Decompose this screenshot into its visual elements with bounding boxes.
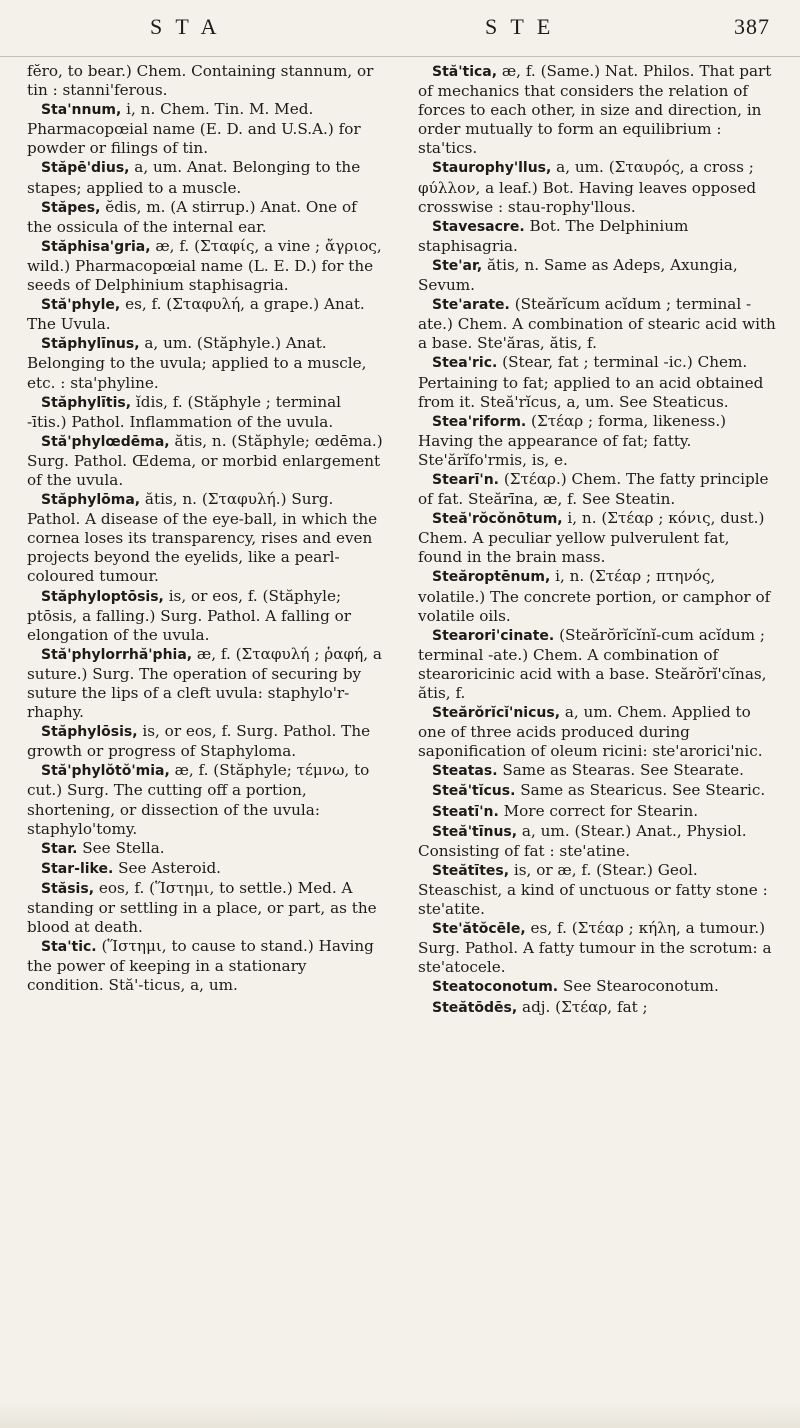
entry-headword: Steăroptēnum, [432,569,551,586]
right-column [418,62,776,1018]
entry-headword: Stă'phylorrhă'phia, [41,646,193,663]
entry-headword: Sta'nnum, [41,102,122,119]
entry-definition: es, f. (Σταφυλή, a grape.) Anat. The Uvula. [27,295,365,334]
dictionary-entry [27,295,385,334]
entry-definition: adj. (Στέαρ, fat ; [517,997,648,1016]
entry-definition: Same as Stearas. See Stearate. [497,761,745,780]
entry-definition: eos, f. (Ἵστημι, to settle.) Med. A standing or settling in a place, or part, as the blood at death. [27,878,377,937]
entry-headword: Stăphisa'gria, [41,238,151,255]
dictionary-entry [27,839,385,859]
entry-headword: Star. [41,840,78,857]
dictionary-entry [418,295,776,353]
dictionary-entry [418,256,776,295]
entry-definition: ătis, n. Same as Adeps, Axungia, Sevum. [418,255,738,295]
dictionary-entry [27,100,385,158]
entry-definition: a, um. Anat. Belonging to the stapes; applied to a muscle. [27,158,361,197]
running-header [30,14,770,48]
entry-headword: Stă'phylŏtŏ'mia, [41,763,170,780]
dictionary-entry [418,470,776,509]
entry-headword: Steătītes, [432,862,510,879]
dictionary-entry [27,334,385,392]
dictionary-entry [418,567,776,625]
dictionary-entry [418,703,776,761]
entry-definition: (Steărĭcum acĭdum ; terminal -ate.) Chem. A combination of stearic acid with a base. Ste'ăras, ătis, f. [418,295,776,353]
dictionary-entry [27,237,385,295]
dictionary-entry [27,490,385,586]
entry-definition: æ, f. (Σταφυλή ; ῥαφή, a suture.) Surg. The operation of securing by suture the lips of a cleft uvula: staphylo'r-rhaphy. [27,644,382,722]
entry-headword: Stearori'cinate. [432,627,555,644]
entry-definition: es, f. (Στέαρ ; κήλη, a tumour.) Surg. Pathol. A fatty tumour in the scrotum: a ste'atocele. [418,919,772,977]
entry-headword: Stearī'n. [432,471,499,488]
dictionary-entry [418,217,776,256]
entry-headword: Stăpē'dius, [41,160,130,177]
entry-headword: Stăphylōma, [41,492,141,509]
entry-definition: ătis, n. (Σταφυλή.) Surg. Pathol. A disease of the eye-ball, in which the cornea loses its transparency, rises and even projects beyond the eyelids, like a pearl-coloured tumour. [27,490,378,586]
entry-definition: (Ἵστημι, to cause to stand.) Having the power of keeping in a stationary condition. Stă'-ticus, a, um. [27,937,374,995]
dictionary-entry [418,626,776,703]
entry-definition: a, um. Chem. Applied to one of three acids produced during saponification of oleum ricini: ste'arorici'nic. [418,703,763,761]
entry-headword: Steă'tīnus, [432,823,518,840]
entry-definition: fĕro, to bear.) Chem. Containing stannum, or tin : stanni'ferous. [27,62,374,100]
dictionary-entry [418,412,776,470]
entry-definition: See Stearoconotum. [558,977,719,996]
entry-headword: Stea'ric. [432,355,498,372]
entry-headword: Ste'ătŏcēle, [432,921,526,938]
entry-definition: i, n. Chem. Tin. M. Med. Pharmacopœial name (E. D. and U.S.A.) for powder or filings of tin. [27,100,361,158]
entry-headword: Stă'phylœdēma, [41,433,170,450]
dictionary-entry [418,509,776,567]
entry-definition: i, n. (Στέαρ ; κόνις, dust.) Chem. A peculiar yellow pulverulent fat, found in the brain mass. [418,509,765,567]
header-left-guideword: S T A [150,14,221,39]
entry-definition: (Stear, fat ; terminal -ic.) Chem. Pertaining to fat; applied to an acid obtained from it. Steă'rĭcus, a, um. See Steaticus. [418,353,764,411]
entry-definition: a, um. (Stear.) Anat., Physiol. Consisting of fat : ste'atine. [418,821,747,860]
dictionary-entry [27,859,385,879]
entry-headword: Stăpes, [41,199,101,216]
dictionary-entry [27,645,385,722]
entry-definition: i, n. (Στέαρ ; πτηνός, volatile.) The concrete portion, or camphor of volatile oils. [418,567,771,625]
dictionary-entry [27,722,385,761]
entry-headword: Stă'tica, [432,64,498,80]
dictionary-entry [27,393,385,432]
entry-headword: Ste'ar, [432,257,483,274]
dictionary-entry [418,977,776,997]
entry-definition: More correct for Stearin. [498,801,699,820]
dictionary-entry [418,761,776,781]
entry-definition: is, or eos, f. Surg. Pathol. The growth or progress of Staphyloma. [27,722,371,761]
entry-definition: ĕdis, m. (A stirrup.) Anat. One of the ossicula of the internal ear. [27,197,357,236]
entry-headword: Ste'arate. [432,297,510,314]
entry-definition: æ, f. (Stăphyle; τέμνω, to cut.) Surg. The cutting off a portion, shortening, or dissection of the uvula: staphylo'tomy. [27,761,370,838]
entry-definition: (Στέαρ.) Chem. The fatty principle of fat. Steărīna, æ, f. See Steatin. [418,469,769,509]
entry-headword: Steă'tĭcus. [432,783,516,800]
entry-definition: Bot. The Delphinium staphisagria. [418,216,689,255]
entry-headword: Sta'tic. [41,939,97,956]
entry-definition: is, or æ, f. (Stear.) Geol. Steaschist, a kind of unctuous or fatty stone : ste'atite. [418,860,768,919]
entry-headword: Steă'rŏcŏnōtum, [432,511,563,528]
dictionary-entry [418,861,776,919]
entry-definition: ĭdis, f. (Stăphyle ; terminal -ītis.) Pathol. Inflammation of the uvula. [27,392,342,431]
header-rule [0,56,800,57]
dictionary-entry [418,62,776,158]
page-bottom-shadow [0,1402,800,1428]
dictionary-entry [27,432,385,490]
entry-headword: Steatī'n. [432,803,499,820]
entry-headword: Stă'phyle, [41,297,121,314]
dictionary-entry [418,998,776,1018]
dictionary-entry [418,781,776,801]
entry-definition: Same as Stearicus. See Stearic. [515,781,766,800]
entry-headword: Star-like. [41,860,114,877]
entry-headword: Steărŏrĭcĭ'nicus, [432,705,561,722]
header-right-guideword: S T E [485,14,555,39]
entry-headword: Stăphylītis, [41,394,132,411]
entry-definition: See Stella. [77,838,165,857]
dictionary-entry [418,802,776,822]
entry-definition: is, or eos, f. (Stăphyle; ptōsis, a falling.) Surg. Pathol. A falling or elongation of the uvula. [27,586,352,644]
entry-definition: ătis, n. (Stăphyle; œdēma.) Surg. Pathol. Œdema, or morbid enlargement of the uvula. [27,431,383,489]
dictionary-entry [27,158,385,197]
entry-definition: (Steărŏrĭcĭnĭ-cum acĭdum ; terminal -ate.) Chem. A combination of stearoricinic acid with a base. Steărŏrĭ'cĭnas, ătis, f. [418,625,767,702]
dictionary-entry [418,353,776,411]
dictionary-entry [27,62,385,100]
entry-definition: æ, f. (Same.) Nat. Philos. That part of mechanics that considers the relation of forces to each other, in size and direction, in order mutually to form an equilibrium : sta'tics. [418,62,772,158]
dictionary-entry [27,198,385,237]
dictionary-entry [418,919,776,977]
entry-headword: Stăphyloptōsis, [41,588,164,605]
entry-definition: (Στέαρ ; forma, likeness.) Having the appearance of fat; fatty. Ste'ărĭfo'rmis, is, e. [418,411,727,469]
dictionary-entry [27,937,385,995]
entry-headword: Stea'riform. [432,413,527,430]
dictionary-entry [27,761,385,838]
entry-definition: See Asteroid. [113,858,221,877]
dictionary-entry [27,587,385,645]
page-number: 387 [734,14,770,39]
entry-definition: a, um. (Σταυρός, a cross ; φύλλον, a leaf.) Bot. Having leaves opposed crosswise : stau-rophy'llous. [418,158,757,216]
entry-headword: Staurophy'llus, [432,160,552,177]
entry-headword: Stavesacre. [432,218,525,235]
entry-definition: æ, f. (Σταφίς, a vine ; ἄγριος, wild.) Pharmacopœial name (L. E. D.) for the seeds of Delphinium staphisagria. [27,236,382,295]
entry-headword: Steatas. [432,763,498,780]
entry-headword: Steatoconotum. [432,979,559,996]
entry-headword: Stăsis, [41,880,95,897]
left-column [27,62,385,996]
entry-headword: Stăphylīnus, [41,336,140,353]
entry-definition: a, um. (Stăphyle.) Anat. Belonging to the uvula; applied to a muscle, etc. : sta'phyline. [27,334,367,392]
dictionary-entry [418,158,776,216]
entry-headword: Stăphylōsis, [41,724,138,741]
dictionary-entry [27,879,385,937]
dictionary-entry [418,822,776,861]
entry-headword: Steătōdēs, [432,999,518,1016]
